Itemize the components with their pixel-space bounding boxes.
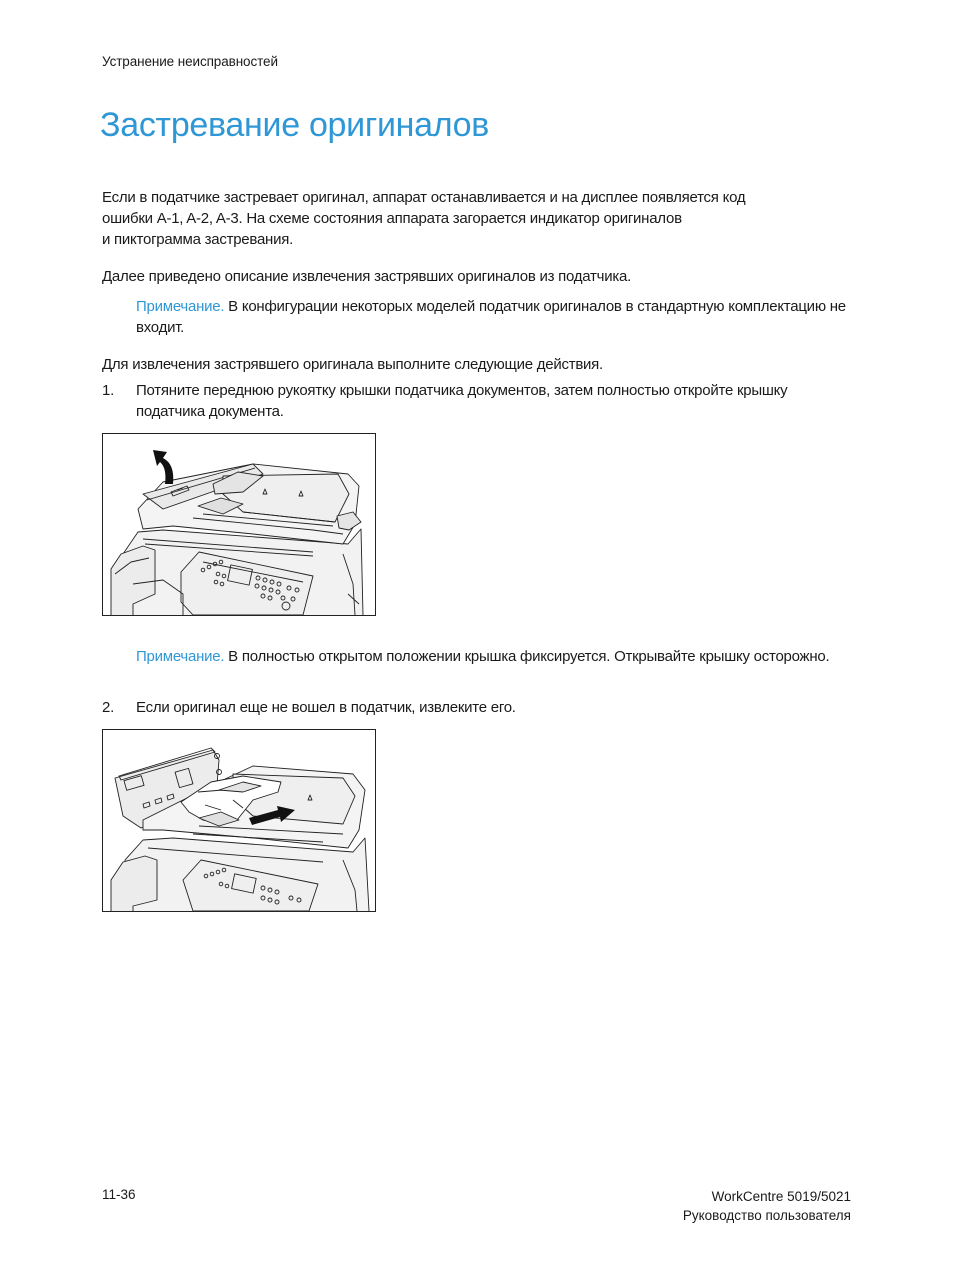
step-text: Потяните переднюю рукоятку крышки податчика документов, затем полностью откройте крышку податчика документа. (136, 382, 788, 420)
figure-open-feeder-cover (102, 433, 376, 616)
product-name: WorkCentre 5019/5021 (711, 1189, 851, 1204)
step-1 (102, 380, 852, 422)
intro-line-1: Если в податчике застревает оригинал, аппарат останавливается и на дисплее появляется код (102, 189, 746, 206)
intro-paragraph (102, 187, 852, 250)
note-cover-locks (136, 646, 852, 667)
note-label: Примечание. (136, 298, 225, 315)
step-text: Если оригинал еще не вошел в податчик, извлеките его. (136, 699, 516, 716)
note-text: В полностью открытом положении крышка фиксируется. Открывайте крышку осторожно. (224, 648, 830, 665)
note-text: В конфигурации некоторых моделей податчик оригиналов в стандартную комплектацию не входит. (136, 298, 846, 336)
guide-name: Руководство пользователя (682, 1208, 851, 1223)
running-header: Устранение неисправностей (102, 54, 278, 69)
step-number: 2. (102, 699, 115, 716)
description-paragraph: Далее приведено описание извлечения застрявших оригиналов из податчика. (102, 268, 632, 285)
printer-illustration-remove-original (103, 730, 375, 911)
note-label: Примечание. (136, 648, 225, 665)
page-number: 11-36 (102, 1187, 136, 1202)
note-optional-feeder (136, 296, 852, 338)
instructions-lead: Для извлечения застрявшего оригинала выполните следующие действия. (102, 356, 603, 373)
printer-illustration-open-cover (103, 434, 375, 615)
step-2 (102, 697, 852, 718)
intro-line-3: и пиктограмма застревания. (102, 231, 293, 248)
page-title: Застревание оригиналов (100, 106, 490, 144)
arrow-up-icon (153, 450, 173, 484)
step-number: 1. (102, 382, 115, 399)
intro-line-2: ошибки A-1, A-2, A-3. На схеме состояния аппарата загорается индикатор оригиналов (102, 210, 682, 227)
figure-remove-original (102, 729, 376, 912)
footer-product-info (683, 1187, 851, 1225)
